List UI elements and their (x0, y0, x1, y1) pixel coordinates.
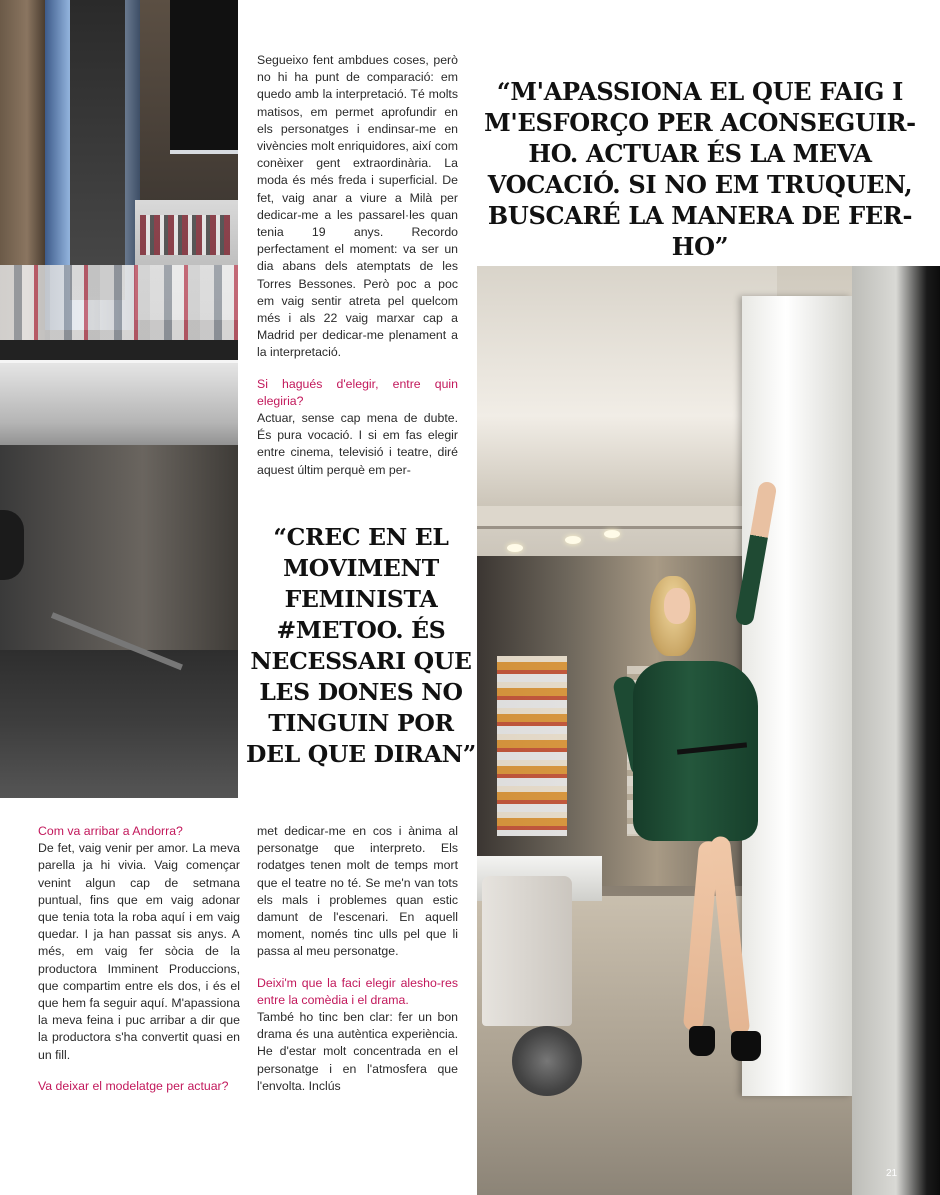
paragraph: Segueixo fent ambdues coses, però no hi ha punt de comparació: em quedo amb la interpretació. Té molts matisos, em permet aprofundir en els personatges i endinsar-me en vivències molt enriquidores, així com conèixer gent extraordinària. La moda és més freda i superficial. De fet, vaig anar a viure a Milà per dedicar-me a les passarel·les quan tenia 19 anys. Recordo perfectament el moment: va ser un dia abans dels atemptats de les Torres Bessones. Però poc a poc em vaig sentir atreta pel quelcom més i als 22 vaig marxar cap a Madrid per dedicar-me plenament a la interpretació. (257, 53, 458, 360)
interview-question: Si hagués d'elegir, entre quin elegiria? (257, 376, 458, 408)
pull-quote-middle: “CREC EN EL MOVIMENT FEMINISTA #METOO. ÉS NECESSARI QUE LES DONES NO TINGUIN POR DEL QUE DIRAN” (246, 523, 476, 768)
paragraph: Actuar, sense cap mena de dubte. És pura vocació. I si em fas elegir entre cinema, televisió i teatre, diré aquest últim perquè em per- (257, 411, 458, 477)
interview-question: Va deixar el modelatge per actuar? (38, 1078, 229, 1093)
text-column-middle-top (257, 52, 458, 479)
interview-question: Deixi'm que la faci elegir alesho-res entre la comèdia i el drama. (257, 975, 458, 1007)
page-number: 21 (886, 1168, 898, 1179)
paragraph: met dedicar-me en cos i ànima al personatge que interpreto. Els rodatges tenen molt de temps mort que el teatre no té. Se me'n van tots els mals i problemes quan estic damunt de l'escenari. En aquell moment, només tinc ulls pel que li passa al meu personatge. (257, 824, 458, 959)
text-column-middle-bottom (257, 823, 458, 1095)
pull-quote-top: “M'APASSIONA EL QUE FAIG I M'ESFORÇO PER ACONSEGUIR-HO. ACTUAR ÉS LA MEVA VOCACIÓ. SI NO EM TRUQUEN, BUSCARÉ LA MANERA DE FER-HO” (484, 77, 916, 261)
photo-makeup-station (0, 0, 238, 798)
photo-woman-in-boutique (477, 266, 940, 1195)
paragraph: De fet, vaig venir per amor. La meva parella ja hi vivia. Vaig començar venint algun cap de setmana puntual, fins que em vaig adonar que tenia tota la roba aquí i em vaig quedar. I ja han passat sis anys. A més, em vaig fer sòcia de la productora Imminent Produccions, que compartim entre els dos, i és el que hem fa seguir aquí. M'apassiona la meva feina i puc arribar a dir que la productora s'ha convertit quasi en un fill. (38, 841, 240, 1062)
paragraph: També ho tinc ben clar: fer un bon drama és una autèntica experiència. He d'estar molt concentrada en el personatge i en l'atmosfera que l'envolta. Inclús (257, 1010, 458, 1093)
interview-question: Com va arribar a Andorra? (38, 824, 183, 838)
text-column-left-bottom (38, 823, 240, 1095)
